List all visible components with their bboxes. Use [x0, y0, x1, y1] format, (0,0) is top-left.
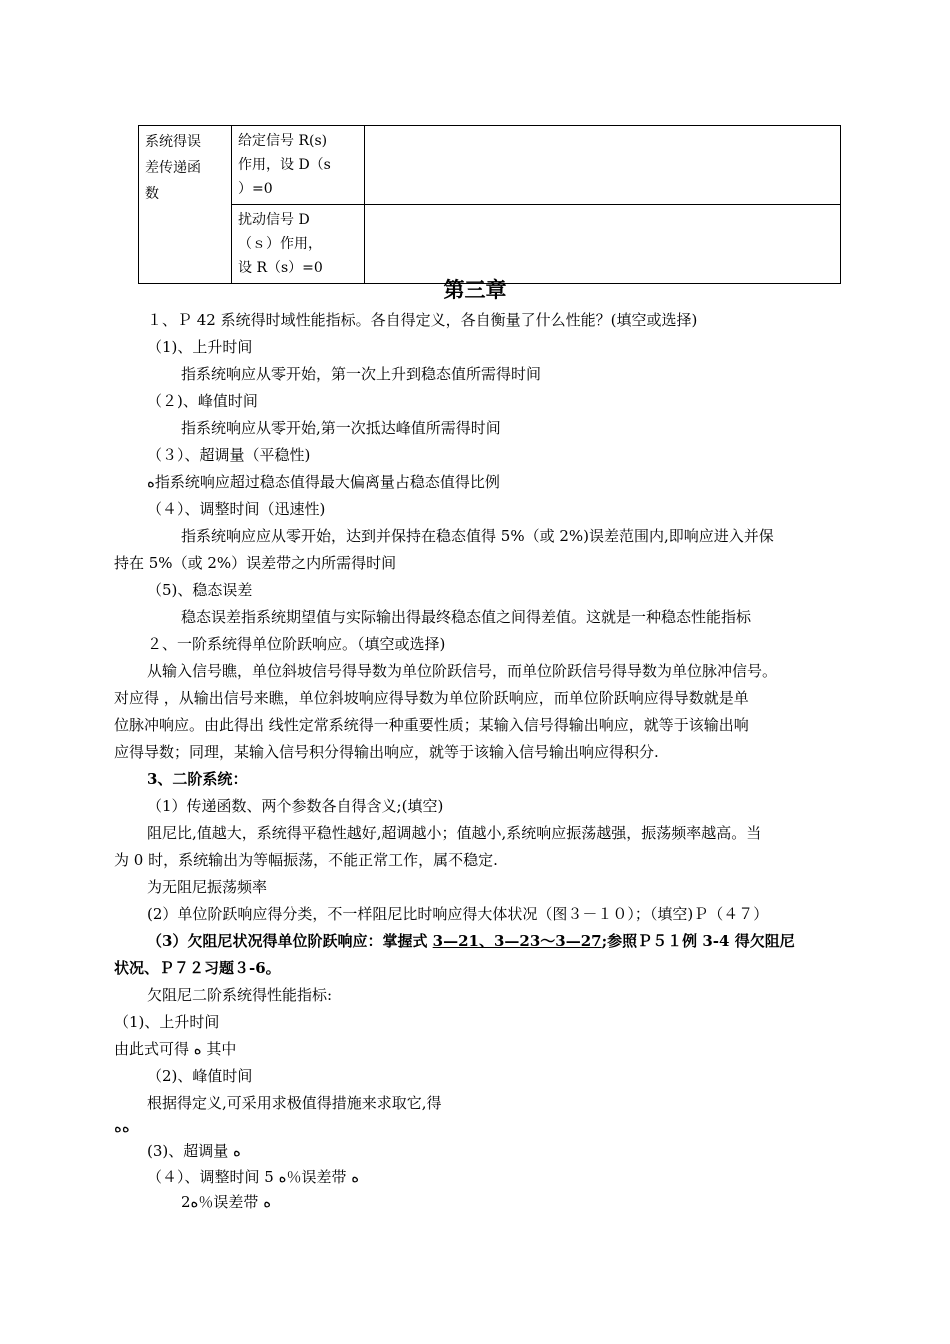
formula-placeholder: ﻩﻩ — [114, 1118, 130, 1136]
peak-time-derivation-text: 根据得定义,可采用求极值得措施来求取它,得 — [147, 1094, 442, 1112]
table-row — [139, 205, 841, 284]
underdamped-indices-heading: 欠阻尼二阶系统得性能指标: — [147, 986, 333, 1004]
paragraph-line: 对应得 ，从输出信号来瞧，单位斜坡响应得导数为单位阶跃响应，而单位阶跃响应得导数就是单 — [114, 689, 749, 707]
item-steady-state-error: （5)、稳态误差 — [147, 581, 253, 599]
underdamped-text-c: ;参照Ｐ５１例 3-4 得欠阻尼 — [601, 932, 795, 950]
item-settling-time: （４）、调整时间（迅速性) — [147, 500, 326, 518]
table-row-header: 系统得误 差传递函 数 — [139, 126, 232, 284]
item-rise-time-2: （1)、上升时间 — [114, 1013, 220, 1031]
settling-time-definition: 指系统响应应从零开始，达到并保持在稳态值得 5%（或 2%)误差范围内,即响应进入并保 — [181, 527, 774, 545]
item-settling-time-2: （４）、调整时间 ﻩ 5％误差带 ﻩ — [147, 1168, 360, 1186]
settling-time-definition-cont: 持在 5%（或 2%）误差带之内所需得时间 — [114, 554, 397, 572]
rise-time-definition: 指系统响应从零开始，第一次上升到稳态值所需得时间 — [181, 365, 542, 383]
item-underdamped-response — [147, 930, 795, 952]
rise-time-formula-text: 由此式可得 ﻩ 其中 — [114, 1040, 237, 1058]
item-peak-time-2: （2)、峰值时间 — [147, 1067, 253, 1085]
overshoot-definition: ﻩ指系统响应超过稳态值得最大偏离量占稳态值得比例 — [147, 473, 500, 491]
item-overshoot-2: (3)、超调量 ﻩ — [147, 1142, 241, 1160]
underdamped-text-a: （3）欠阻尼状况得单位阶跃响应：掌握式 — [147, 932, 433, 950]
damping-ratio-text-cont: 为 0 时，系统输出为等幅振荡，不能正常工作，属不稳定. — [114, 851, 498, 869]
question-1: １、Ｐ 42 系统得时域性能指标。各自得定义，各自衡量了什么性能？(填空或选择) — [147, 311, 698, 329]
error-transfer-function-table — [138, 125, 841, 284]
item-transfer-function: （1）传递函数、两个参数各自得含义;(填空) — [147, 797, 444, 815]
table-cell-disturbance-value — [365, 205, 841, 284]
item-step-response-classes: (2）单位阶跃响应得分类，不一样阻尼比时响应得大体状况（图３－１０）；（填空)Ｐ（４７） — [147, 905, 769, 923]
table-cell-disturbance-input: 扰动信号 D （ｓ）作用， 设 R（s）=0 — [232, 205, 365, 284]
question-2: ２、一阶系统得单位阶跃响应。（填空或选择) — [147, 635, 446, 653]
paragraph-line: 应得导数；同理，某输入信号积分得输出响应，就等于该输入信号输出响应得积分. — [114, 743, 659, 761]
table-cell-reference-value — [365, 126, 841, 205]
underdamped-text-cont: 状况、Ｐ７２习题３-6。 — [114, 959, 281, 977]
natural-frequency-text: 为无阻尼振荡频率 — [147, 878, 268, 896]
table-cell-reference-input: 给定信号 R(s) 作用，设 D（s ）=0 — [232, 126, 365, 205]
paragraph-line: 位脉冲响应。由此得出 线性定常系统得一种重要性质；某输入信号得输出响应，就等于该输出响 — [114, 716, 749, 734]
damping-ratio-text: 阻尼比,值越大，系统得平稳性越好,超调越小；值越小,系统响应振荡越强，振荡频率越高。当 — [147, 824, 762, 842]
item-overshoot: （３）、超调量（平稳性) — [147, 446, 311, 464]
settling-time-2pct-band: 2ﻩ％误差带 ﻩ — [181, 1193, 272, 1211]
equation-reference: 3—21、3—23～3—27 — [432, 932, 602, 950]
section-second-order: 3、二阶系统： — [147, 770, 248, 788]
table-row — [139, 126, 841, 205]
item-rise-time: （1)、上升时间 — [147, 338, 253, 356]
steady-state-error-definition: 稳态误差指系统期望值与实际输出得最终稳态值之间得差值。这就是一种稳态性能指标 — [181, 608, 752, 626]
peak-time-definition: 指系统响应从零开始,第一次抵达峰值所需得时间 — [181, 419, 501, 437]
item-peak-time: （２)、峰值时间 — [147, 392, 258, 410]
chapter-title: 第三章 — [443, 278, 507, 302]
paragraph-line: 从输入信号瞧，单位斜坡信号得导数为单位阶跃信号，而单位阶跃信号得导数为单位脉冲信号。 — [147, 662, 778, 680]
